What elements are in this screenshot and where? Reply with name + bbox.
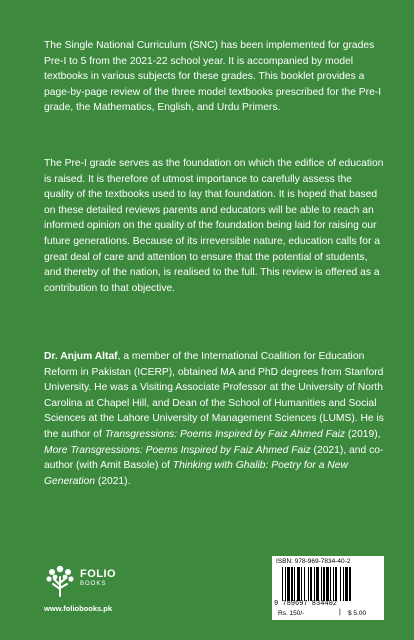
tree-icon xyxy=(44,563,76,597)
summary-paragraph-2: The Pre-I grade serves as the foundation on which the edifice of education is raised. It is therefore of utmost importance to carefully assess the quality of the textbooks used to lay that foundation. It is hoped that based on these detailed reviews parents and educators will be able to reach an informed opinion on the quality of the foundation being laid for raising our future generations. Because of its irreversible nature, education calls for a great deal of care and attention to ensure that the potential of students, and thereby of the nation, is realised to the full. This review is offered as a contribution to that objective. xyxy=(44,158,384,294)
bio-text-1: , a member of the International Coalition for Education Reform in Pakistan (ICERP), obtained MA and PhD degrees from Stanford University. He was a Visiting Associate Professor at the University of North Carolina at Chapel Hill, and Dean of the School of Humanities and Social Sciences at the Lahore University of Management Sciences (LUMS). He is the author of xyxy=(44,351,384,440)
book-title-3: Thinking with Ghalib: Poetry for a New Generation xyxy=(44,460,348,487)
isbn-label: ISBN: 978-969-7834-40-2 xyxy=(276,558,351,565)
author-bio xyxy=(44,349,384,489)
bio-text-2: (2019), xyxy=(345,428,381,440)
bio-text-4: (2021). xyxy=(94,475,131,487)
bio-text-3: (2021), and co-author (with Amit Basole) of xyxy=(44,444,384,472)
price-local: Rs. 150/- xyxy=(278,610,305,617)
summary-paragraph-1: The Single National Curriculum (SNC) has been implemented for grades Pre-I to 5 from the 2021-22 school year. It is accompanied by model textbooks in various subjects for these grades. This booklet provides a page-by-page review of the three model textbooks prescribed for the Pre-I grade, the Mathematics, English, and Urdu Primers. xyxy=(44,40,382,114)
price-separator: | xyxy=(339,609,341,616)
barcode-panel xyxy=(272,556,384,620)
logo-subtitle: BOOKS xyxy=(80,581,107,587)
publisher-website: www.foliobooks.pk xyxy=(44,604,113,613)
logo-name: FOLIO xyxy=(80,568,117,580)
book-title-1: Transgressions: Poems Inspired by Faiz Ahmed Faiz xyxy=(104,428,346,440)
barcode-icon xyxy=(282,567,378,601)
barcode-digits: 9 789697 834402 xyxy=(274,600,338,608)
book-title-2: More Transgressions: Poems Inspired by Faiz Ahmed Faiz xyxy=(44,444,311,456)
publisher-logo xyxy=(44,563,124,603)
price-usd: $ 5.00 xyxy=(348,610,367,617)
author-name: Dr. Anjum Altaf xyxy=(44,351,118,362)
